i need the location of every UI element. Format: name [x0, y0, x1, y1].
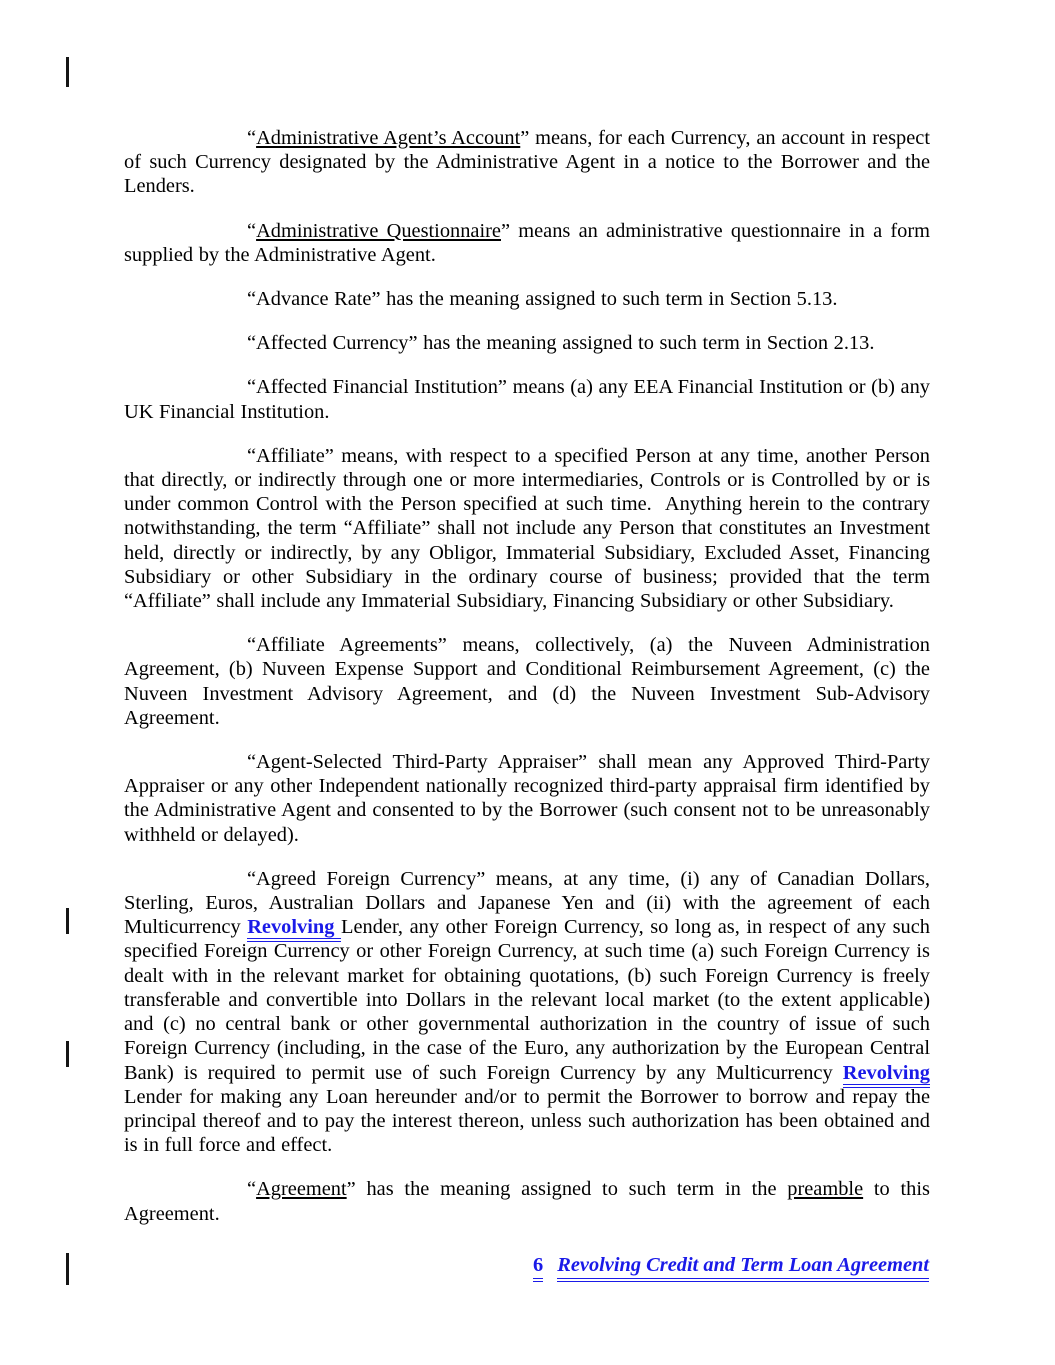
definition-administrative-questionnaire [124, 219, 930, 267]
revision-inserted-text: Revolving [843, 1062, 930, 1088]
text-run: “Agent-Selected Third-Party Appraiser” shall mean any Approved Third-Party Appraiser or any other Independent nationally recognized third-party appraisal firm identified by the Administrative Agent and consented to by the Borrower (such consent not to be unreasonably withheld or delayed). [124, 751, 930, 846]
definition-agreement [124, 1177, 930, 1225]
definition-affiliate-agreements [124, 633, 930, 730]
defined-term: preamble [787, 1178, 864, 1201]
text-run: “ [247, 219, 257, 242]
text-run: “ [247, 127, 257, 149]
text-run: “Affiliate” means, with respect to a specified Person at any time, another Person that directly, or indirectly through one or more intermediaries, Controls or is Controlled by or is under common Control with the Person specified at such time. Anything herein to the contrary notwithstanding, the term “Affiliate” shall not include any Person that constitutes an Investment held, directly or indirectly, by any Obligor, Immaterial Subsidiary, Excluded Asset, Financing Subsidiary or other Subsidiary in the ordinary course of business; provided that the term “Affiliate” shall include any Immaterial Subsidiary, Financing Subsidiary or other Subsidiary. [124, 444, 930, 613]
text-run: “Affected Financial Institution” means (a) any EEA Financial Institution or (b) any UK Financial Institution. [124, 376, 930, 423]
footer-doc-title: Revolving Credit and Term Loan Agreement [557, 1253, 929, 1282]
text-run: “Affiliate Agreements” means, collectively, (a) the Nuveen Administration Agreement, (b) Nuveen Expense Support and Conditional Reimbursement Agreement, (c) the Nuveen Investment Advisory Agreement, and (d) the Nuveen Investment Sub-Advisory Agreement. [124, 634, 930, 729]
text-run: to this Agreement. [124, 1178, 930, 1225]
definition-affected-currency [124, 331, 930, 355]
definitions-body [124, 126, 930, 1246]
definition-affected-financial-institution [124, 375, 930, 423]
text-run: ” means, for each Currency, an account in respect of such Currency designated by the Administrative Agent in a notice to the Borrower and the Lenders. [124, 127, 930, 198]
definition-agreed-foreign-currency [124, 867, 930, 1157]
text-run: ” has the meaning assigned to such term in the [346, 1178, 788, 1201]
page-footer [533, 1253, 929, 1282]
definition-advance-rate [124, 287, 930, 311]
definition-administrative-agents-account [124, 126, 930, 199]
text-run: “Affected Currency” has the meaning assigned to such term in Section 2.13. [247, 332, 875, 355]
defined-term: Administrative Agent’s Account [256, 127, 521, 149]
revision-inserted-text: Revolving [247, 916, 341, 942]
text-run: Lender, any other Foreign Currency, so long as, in respect of any such specified Foreign Currency or other Foreign Currency, at such time (a) such Foreign Currency is dealt with in the relevant market for obtaining quotations, (b) such Foreign Currency is freely transferable and convertible into Dollars in the relevant local market (to the extent applicable) and (c) no central bank or other governmental authorization in the country of issue of such Foreign Currency (including, in the case of the Euro, any authorization by the European Central Bank) is required to permit use of such Foreign Currency by any Multicurrency [124, 916, 930, 1084]
definition-affiliate [124, 444, 930, 613]
defined-term: Agreement [256, 1178, 347, 1201]
definition-agent-selected-third-party-appraiser [124, 750, 930, 847]
defined-term: Administrative Questionnaire [256, 219, 501, 242]
revision-change-bar [66, 1041, 69, 1067]
page-number: 6 [533, 1253, 543, 1282]
revision-change-bar [66, 1253, 69, 1285]
text-run: “Agreed Foreign Currency” means, at any time, (i) any of Canadian Dollars, Sterling, Euros, Australian Dollars and Japanese Yen and (ii) with the agreement of each Multicurrency [124, 867, 930, 939]
text-run: ” means an administrative questionnaire in a form supplied by the Administrative Agent. [124, 219, 930, 266]
text-run: “ [247, 1178, 257, 1201]
revision-change-bar [66, 57, 69, 87]
text-run: Lender for making any Loan hereunder and/or to permit the Borrower to borrow and repay the principal thereof and to pay the interest thereon, unless such authorization has been obtained and is in full force and effect. [124, 1085, 930, 1157]
text-run: “Advance Rate” has the meaning assigned to such term in Section 5.13. [247, 288, 838, 311]
revision-change-bar [66, 908, 69, 934]
